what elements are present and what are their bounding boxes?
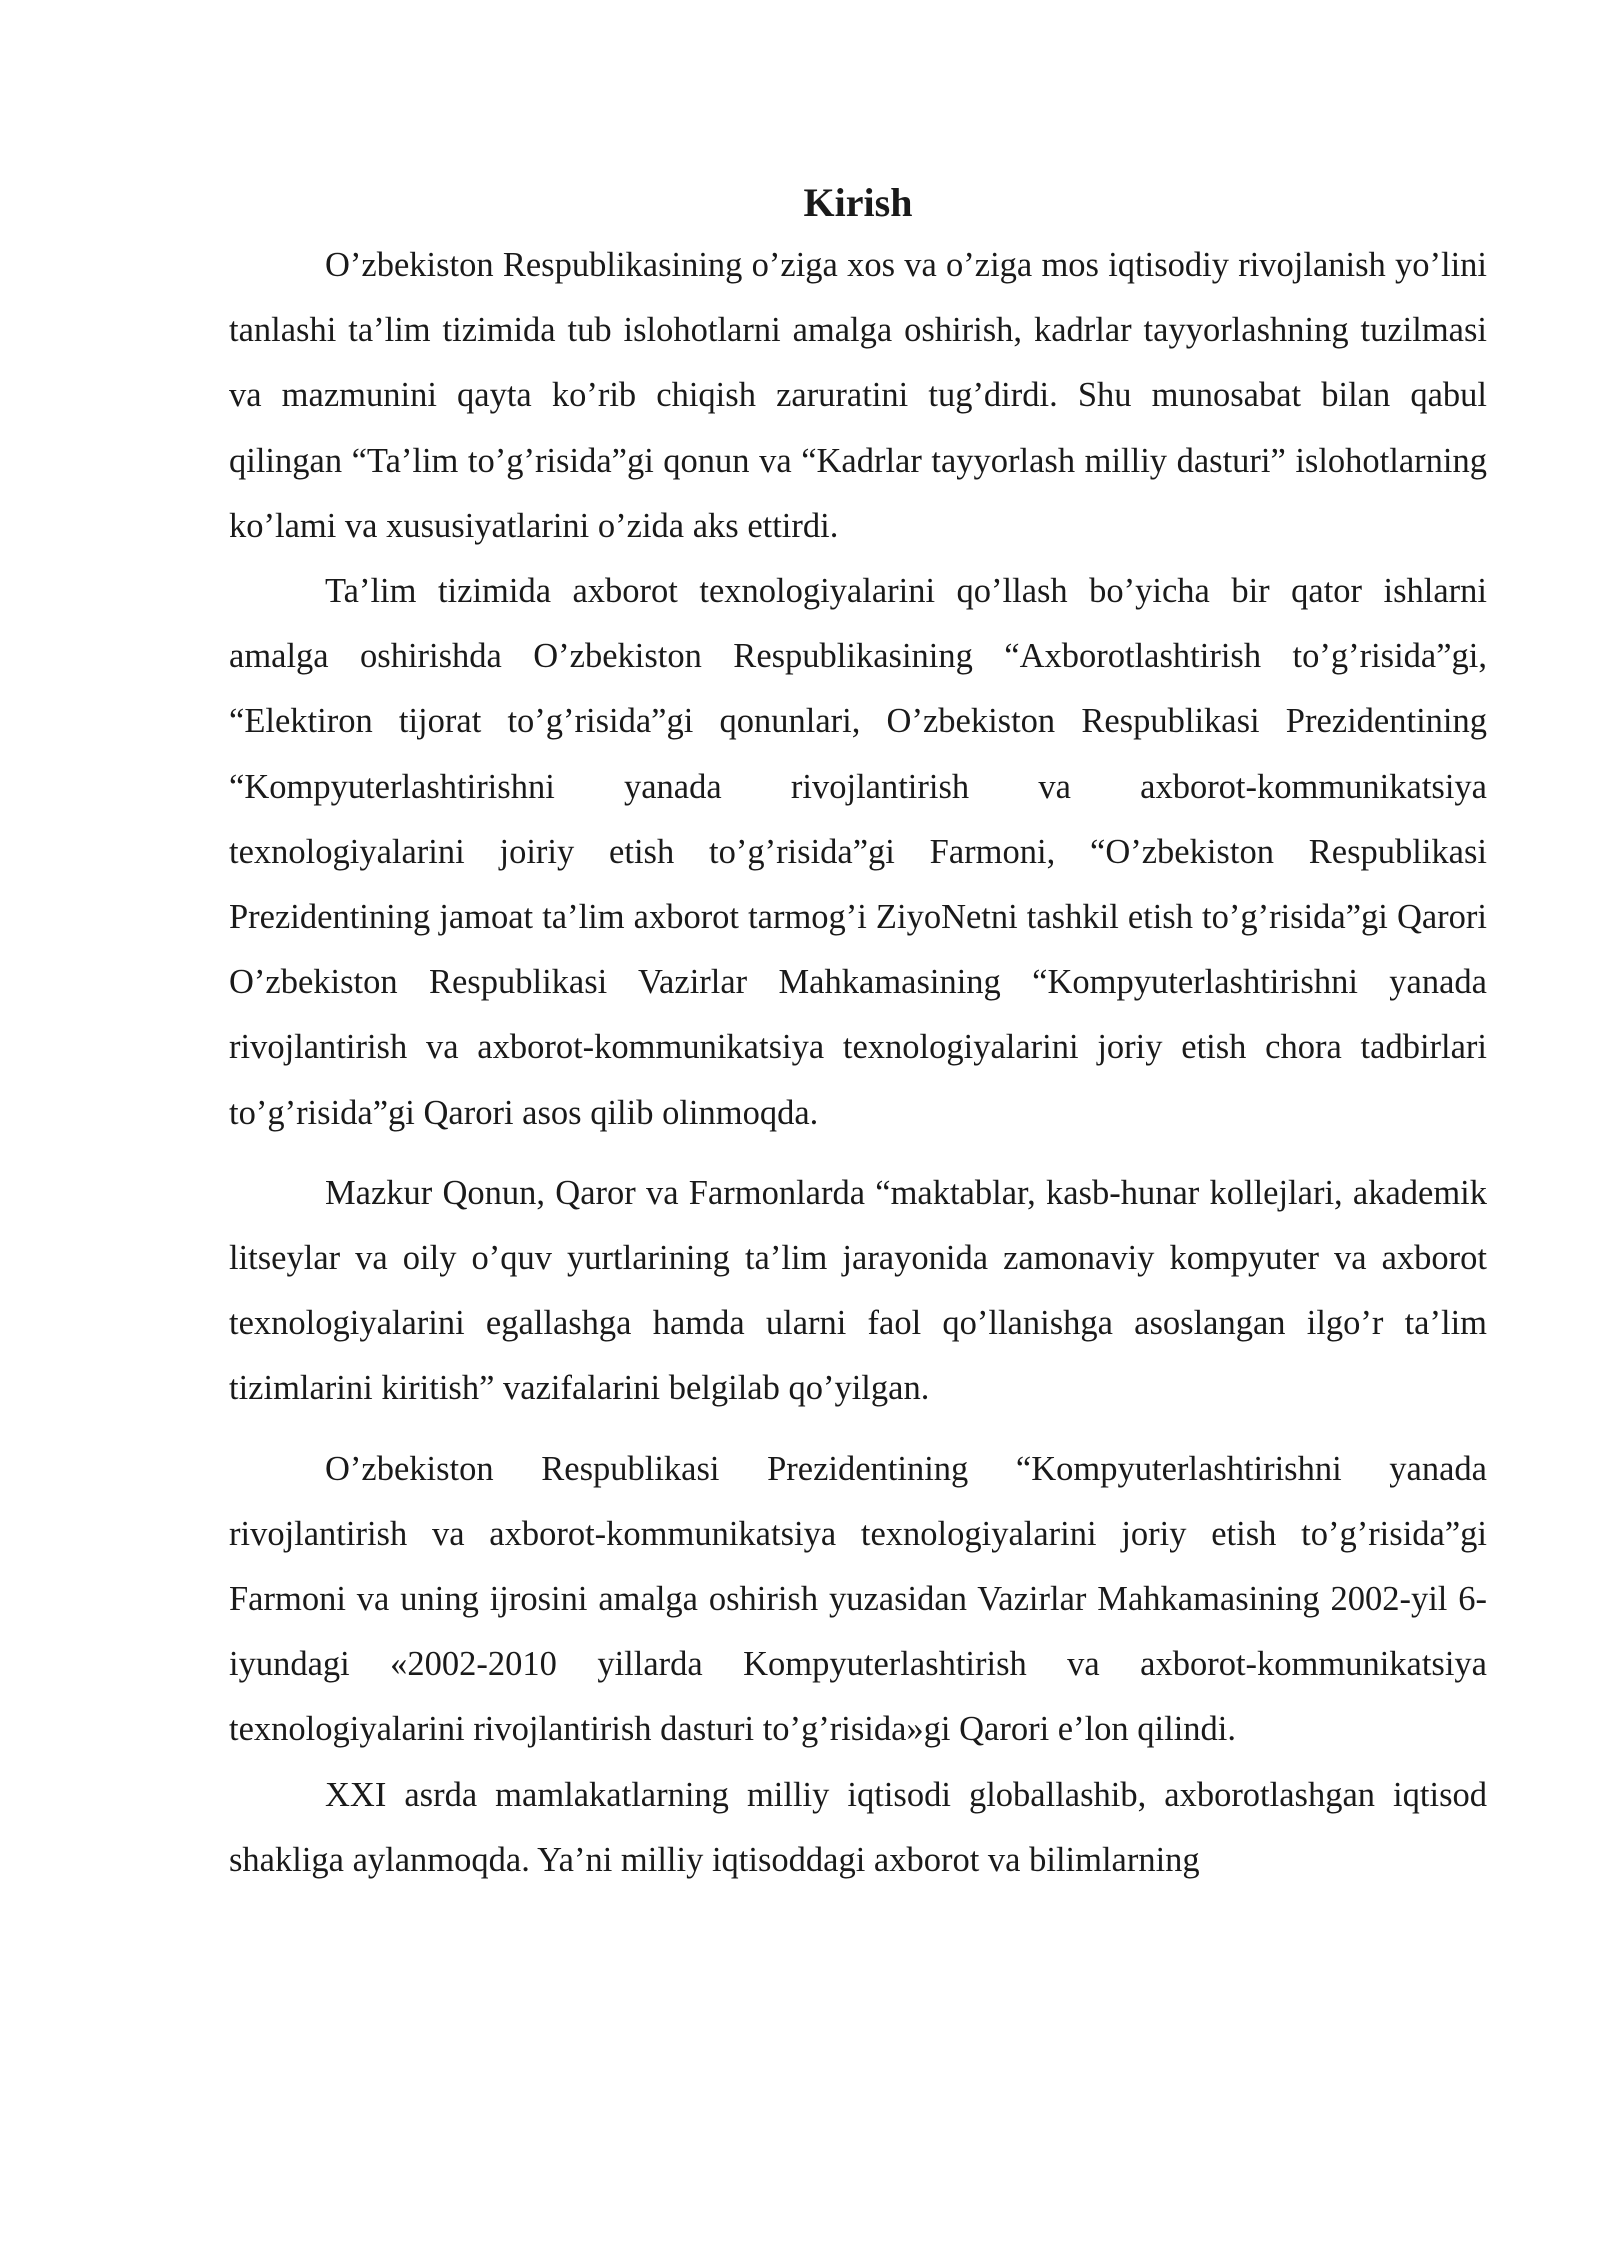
paragraph-1: O’zbekiston Respublikasining o’ziga xos va o’ziga mos iqtisodiy rivojlanish yo’lini tanlashi ta’lim tizimida tub islohotlarni amalga oshirish, kadrlar tayyorlashning tuzilmasi va mazmunini qayta ko’rib chiqish zaruratini tug’dirdi. Shu munosabat bilan qabul qilingan “Ta’lim to’g’risida”gi qonun va “Kadrlar tayyorlash milliy dasturi” islohotlarning ko’lami va xususiyatlarini o’zida aks ettirdi. [229, 246, 1487, 545]
paragraph-4: O’zbekiston Respublikasi Prezidentining “Kompyuterlashtirishni yanada rivojlantirish va axborot-kommunikatsiya texnologiyalarini joriy etish to’g’risida”gi Farmoni va uning ijrosini amalga oshirish yuzasidan Vazirlar Mahkamasining 2002-yil 6-iyundagi «2002-2010 yillarda Kompyuterlashtirish va axborot-kommunikatsiya texnologiyalarini rivojlantirish dasturi to’g’risida»gi Qarori e’lon qilindi. [229, 1449, 1487, 1749]
paragraph-3: Mazkur Qonun, Qaror va Farmonlarda “maktablar, kasb-hunar kollejlari, akademik litseylar va oily o’quv yurtlarining ta’lim jarayonida zamonaviy kompyuter va axborot texnologiyalarini egallashga hamda ularni faol qo’llanishga asoslangan ilgo’r ta’lim tizimlarini kiritish” vazifalarini belgilab qo’yilgan. [229, 1173, 1487, 1408]
paragraph-5: XXI asrda mamlakatlarning milliy iqtisodi globallashib, axborotlashgan iqtisod shakliga aylanmoqda. Ya’ni milliy iqtisoddagi axborot va bilimlarning [229, 1775, 1487, 1879]
page-title: Kirish [803, 180, 913, 225]
document-body [229, 175, 1487, 1893]
paragraph-2: Ta’lim tizimida axborot texnologiyalarini qo’llash bo’yicha bir qator ishlarni amalga oshirishda O’zbekiston Respublikasining “Axborotlashtirish to’g’risida”gi, “Elektiron tijorat to’g’risida”gi qonunlari, O’zbekiston Respublikasi Prezidentining “Kompyuterlashtirishni yanada rivojlantirish va axborot-kommunikatsiya texnologiyalarini joiriy etish to’g’risida”gi Farmoni, “O’zbekiston Respublikasi Prezidentining jamoat ta’lim axborot tarmog’i ZiyoNetni tashkil etish to’g’risida”gi Qarori O’zbekiston Respublikasi Vazirlar Mahkamasining “Kompyuterlashtirishni yanada rivojlantirish va axborot-kommunikatsiya texnologiyalarini joriy etish chora tadbirlari to’g’risida”gi Qarori asos qilib olinmoqda. [229, 572, 1487, 1132]
